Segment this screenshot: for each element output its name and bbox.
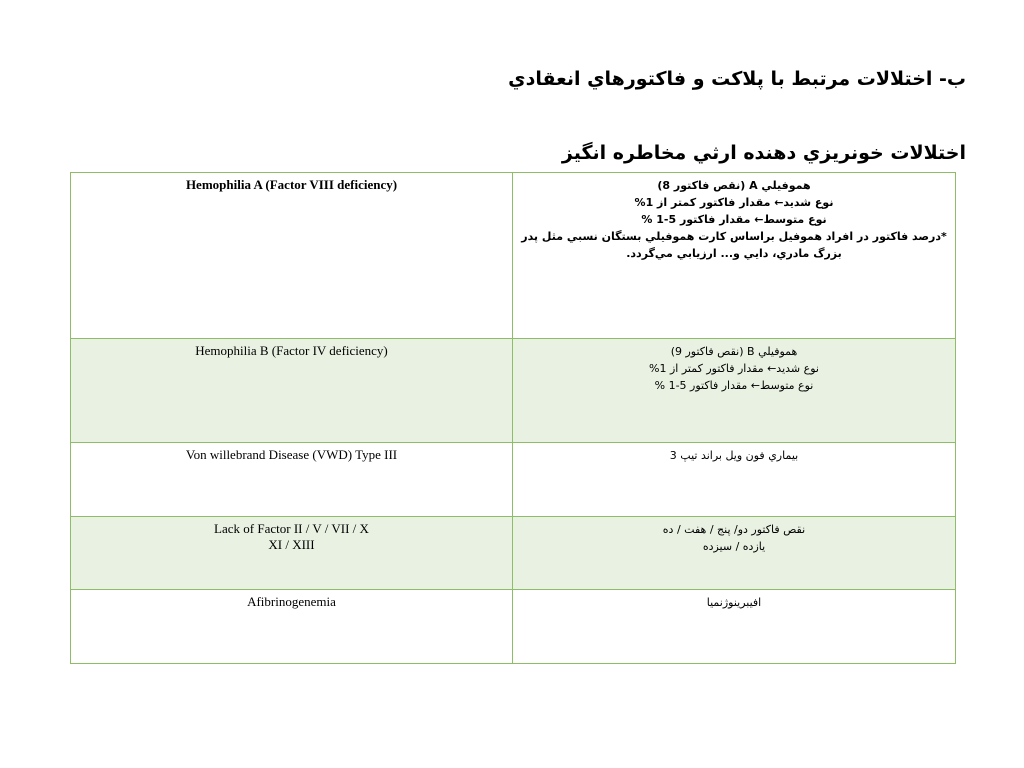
table-row-hemophilia-b [71, 339, 956, 443]
persian-cell [513, 590, 956, 664]
persian-cell [513, 443, 956, 517]
persian-line: يازده / سيزده [702, 540, 766, 553]
persian-cell [513, 517, 956, 590]
english-line: Lack of Factor II / V / VII / X [214, 521, 369, 536]
persian-note: *درصد فاكتور در افراد هموفيل براساس كارت هموفيلي بستگان نسبي مثل پدر بزرگ مادري، دايي و... ارزيابي مي‌گردد. [521, 230, 947, 260]
persian-line: هموفيلي A (نقص فاكتور 8) [657, 179, 811, 192]
persian-line: بيماري فون ويل براند تيپ 3 [669, 449, 799, 462]
english-line: Hemophilia B (Factor IV deficiency) [195, 343, 388, 358]
persian-line: نوع شديد← مقدار فاكتور كمتر از 1% [649, 362, 819, 375]
english-cell [71, 339, 513, 443]
english-cell [71, 173, 513, 339]
table-row-hemophilia-a [71, 173, 956, 339]
persian-cell [513, 173, 956, 339]
persian-line: نقص فاكتور دو/ پنج / هفت / ده [662, 523, 806, 536]
english-line: XI / XIII [268, 537, 315, 552]
persian-cell [513, 339, 956, 443]
table-row-afibrinogenemia [71, 590, 956, 664]
hereditary-bleeding-disorders-table [70, 172, 956, 664]
persian-line: نوع متوسط← مقدار فاكتور 5-1 % [654, 379, 814, 392]
table-row-factor-lack [71, 517, 956, 590]
english-line: Afibrinogenemia [247, 594, 336, 609]
persian-line: نوع شديد← مقدار فاكتور كمتر از 1% [634, 196, 834, 209]
english-cell [71, 443, 513, 517]
english-line: Hemophilia A (Factor VIII deficiency) [185, 177, 398, 192]
persian-line: نوع متوسط← مقدار فاكتور 5-1 % [641, 213, 827, 226]
english-cell [71, 590, 513, 664]
section-title: ب- اختلالات مرتبط با پلاكت و فاكتورهاي انعقادي [508, 68, 966, 90]
table-row-vwd [71, 443, 956, 517]
persian-line: هموفيلي B (نقص فاكتور 9) [670, 345, 798, 358]
english-line: Von willebrand Disease (VWD) Type III [185, 447, 398, 462]
table-subtitle: اختلالات خونريزي دهنده ارثي مخاطره انگيز [561, 142, 966, 164]
persian-line: افيبرينوژنميا [706, 596, 762, 609]
english-cell [71, 517, 513, 590]
